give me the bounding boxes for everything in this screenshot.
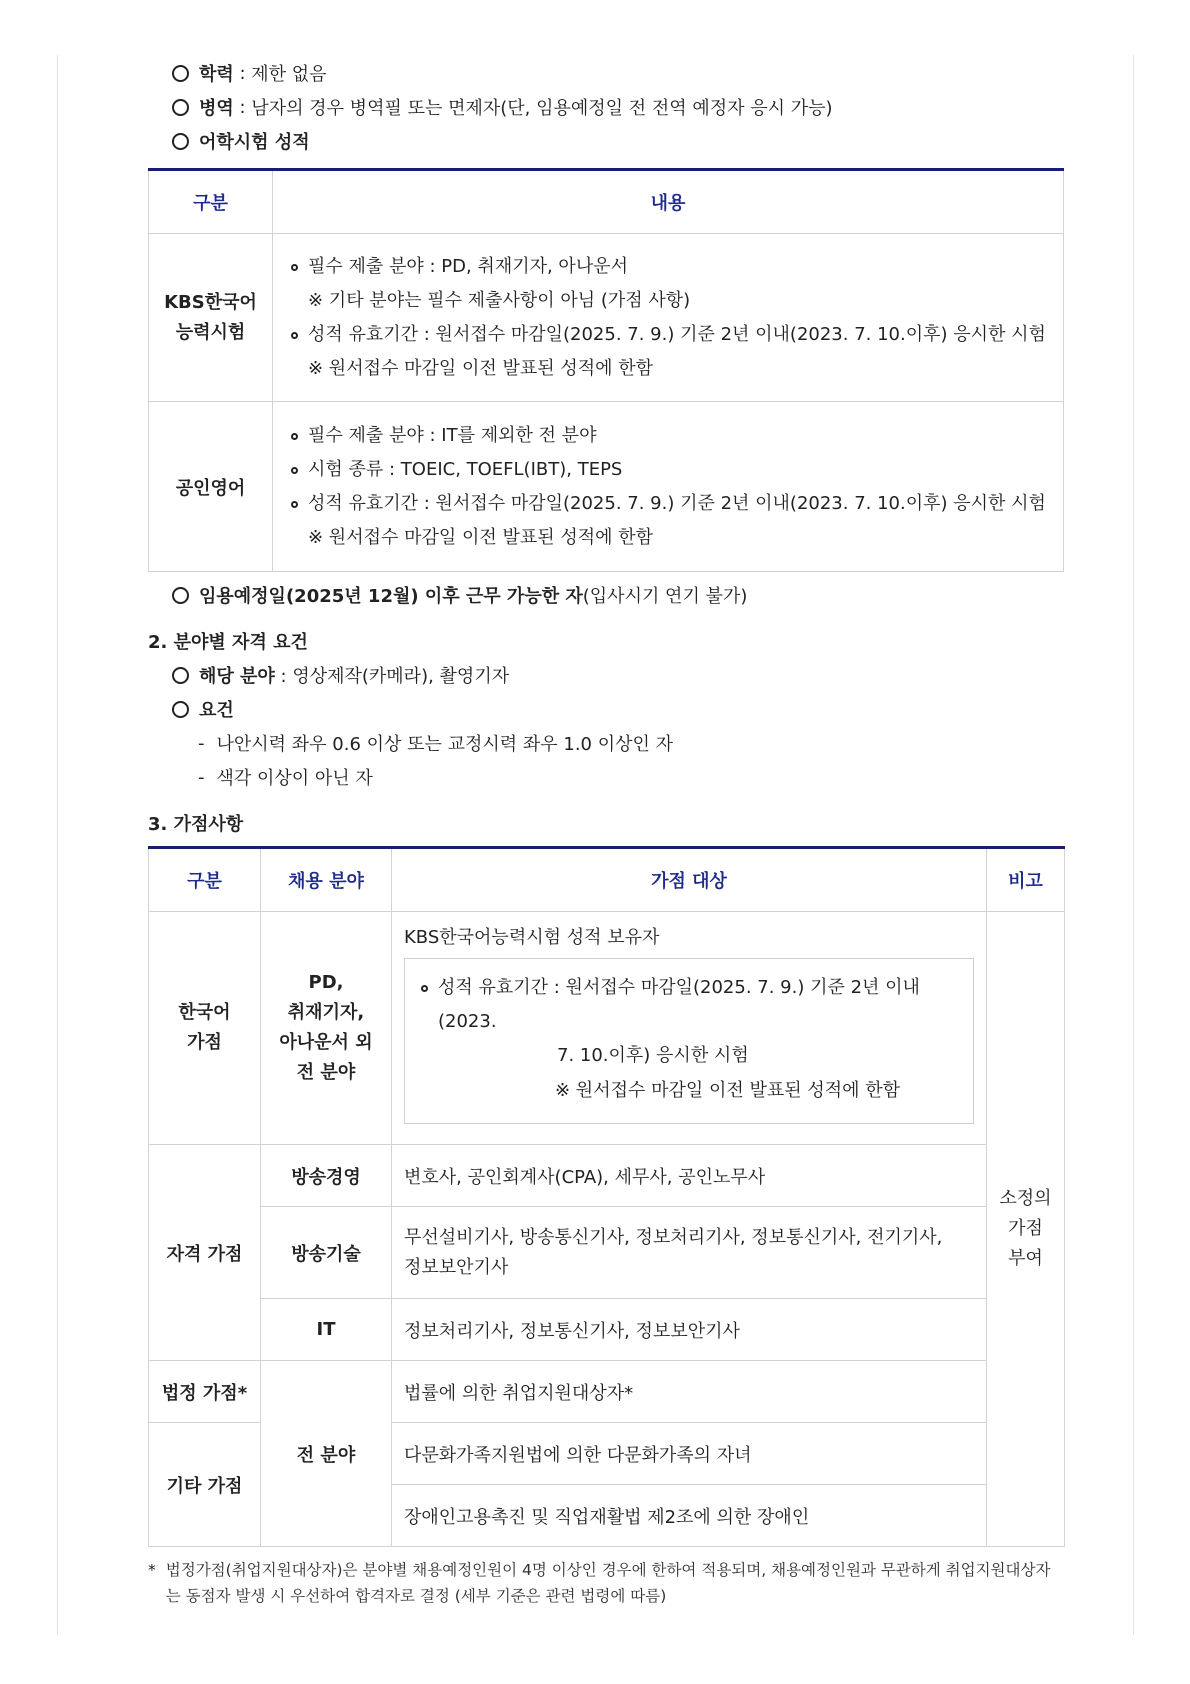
small-circle-bullet-icon bbox=[291, 501, 298, 508]
qualification-field: 방송경영 bbox=[261, 1145, 392, 1207]
header-target: 가점 대상 bbox=[392, 848, 987, 912]
english-note: ※ 원서접수 마감일 이전 발표된 성적에 한함 bbox=[308, 526, 654, 548]
footnote: * 법정가점(취업지원대상자)은 분야별 채용예정인원이 4명 이상인 경우에 한하여 적용되며, 채용예정인원과 무관하게 취업지원대상자는 동점자 발생 시 우선하여 합격자로 결정 (세부 기준은 관련 법령에 따름) bbox=[148, 1561, 1051, 1605]
intro-item-education: 학력 : 제한 없음 bbox=[148, 56, 1064, 90]
korean-bonus-category: 한국어 가점 bbox=[149, 912, 261, 1145]
small-circle-bullet-icon bbox=[291, 264, 298, 271]
list-item: 성적 유효기간 : 원서접수 마감일(2025. 7. 9.) 기준 2년 이내(2023. 7. 10.이후) 응시한 시험 bbox=[291, 487, 1049, 521]
circle-bullet-icon bbox=[172, 667, 189, 684]
table-row bbox=[149, 1299, 1065, 1361]
qualification-bonus-category: 자격 가점 bbox=[149, 1145, 261, 1361]
qualification-target: 무선설비기사, 방송통신기사, 정보처리기사, 정보통신기사, 전기기사, 정보보안기사 bbox=[392, 1207, 987, 1299]
english-test-name: 공인영어 bbox=[149, 402, 273, 572]
qualification-field: 방송기술 bbox=[261, 1207, 392, 1299]
section-2-field: 해당 분야 : 영상제작(카메라), 촬영기자 bbox=[148, 658, 1064, 692]
header-note: 비고 bbox=[987, 848, 1065, 912]
requirement-item-1: - 나안시력 좌우 0.6 이상 또는 교정시력 좌우 1.0 이상인 자 bbox=[198, 732, 674, 755]
table-row-english bbox=[149, 402, 1064, 572]
header-field: 채용 분야 bbox=[261, 848, 392, 912]
circle-bullet-icon bbox=[172, 65, 189, 82]
language-score-table bbox=[148, 168, 1064, 572]
list-item: 성적 유효기간 : 원서접수 마감일(2025. 7. 9.) 기준 2년 이내(2023. bbox=[421, 971, 957, 1039]
table-row bbox=[149, 1145, 1065, 1207]
qualification-target: 정보처리기사, 정보통신기사, 정보보안기사 bbox=[392, 1299, 987, 1361]
list-item: 시험 종류 : TOEIC, TOEFL(IBT), TEPS bbox=[291, 453, 1049, 487]
section-2-title: 2. 분야별 자격 요건 bbox=[148, 632, 308, 653]
table-row-kbs bbox=[149, 234, 1064, 402]
table-row bbox=[149, 1361, 1065, 1423]
small-circle-bullet-icon bbox=[291, 467, 298, 474]
table-header-row bbox=[149, 170, 1064, 234]
requirement-item-2: - 색각 이상이 아닌 자 bbox=[198, 766, 373, 789]
table-header-row bbox=[149, 848, 1065, 912]
table-row-korean bbox=[149, 912, 1065, 1145]
all-fields: 전 분야 bbox=[261, 1361, 392, 1547]
document-page bbox=[148, 56, 1064, 1609]
intro-item-language: 어학시험 성적 bbox=[148, 124, 1064, 158]
circle-bullet-icon bbox=[172, 701, 189, 718]
header-content: 내용 bbox=[273, 170, 1064, 234]
section-3-title: 3. 가점사항 bbox=[148, 814, 244, 835]
kbs-note-1: ※ 기타 분야는 필수 제출사항이 아님 (가점 사항) bbox=[308, 289, 691, 311]
legal-bonus-target: 법률에 의한 취업지원대상자* bbox=[392, 1361, 987, 1423]
list-item: 성적 유효기간 : 원서접수 마감일(2025. 7. 9.) 기준 2년 이내(2023. 7. 10.이후) 응시한 시험 bbox=[291, 318, 1049, 352]
korean-bonus-target: KBS한국어능력시험 성적 보유자 성적 유효기간 : 원서접수 마감일(2025. 7. 9.) 기준 2년 이내(2023. 7. 10.이후) 응시한 시험 ※ 원서접수 마감일 이전 발표된 성적에 한함 bbox=[392, 912, 987, 1145]
kbs-note-2: ※ 원서접수 마감일 이전 발표된 성적에 한함 bbox=[308, 357, 654, 379]
bonus-points-table bbox=[148, 846, 1065, 1547]
circle-bullet-icon bbox=[172, 99, 189, 116]
left-margin-line bbox=[57, 55, 58, 1635]
header-category: 구분 bbox=[149, 848, 261, 912]
legal-bonus-category: 법정 가점* bbox=[149, 1361, 261, 1423]
other-bonus-target: 장애인고용촉진 및 직업재활법 제2조에 의한 장애인 bbox=[392, 1485, 987, 1547]
table-row bbox=[149, 1207, 1065, 1299]
circle-bullet-icon bbox=[172, 587, 189, 604]
english-test-content bbox=[273, 402, 1064, 572]
qualification-target: 변호사, 공인회계사(CPA), 세무사, 공인노무사 bbox=[392, 1145, 987, 1207]
section-2-requirements: 요건 bbox=[148, 692, 1064, 726]
other-bonus-target: 다문화가족지원법에 의한 다문화가족의 자녀 bbox=[392, 1423, 987, 1485]
start-date-item: 임용예정일(2025년 12월) 이후 근무 가능한 자 (입사시기 연기 불가) bbox=[148, 578, 1064, 612]
bonus-note: 소정의 가점 부여 bbox=[987, 912, 1065, 1547]
small-circle-bullet-icon bbox=[291, 433, 298, 440]
korean-bonus-detail-box: 성적 유효기간 : 원서접수 마감일(2025. 7. 9.) 기준 2년 이내(2023. 7. 10.이후) 응시한 시험 ※ 원서접수 마감일 이전 발표된 성적에 한함 bbox=[404, 958, 974, 1124]
korean-bonus-field: PD, 취재기자, 아나운서 외 전 분야 bbox=[261, 912, 392, 1145]
right-margin-line bbox=[1133, 55, 1134, 1635]
header-category: 구분 bbox=[149, 170, 273, 234]
qualification-field: IT bbox=[261, 1299, 392, 1361]
small-circle-bullet-icon bbox=[421, 985, 428, 992]
list-item: 필수 제출 분야 : IT를 제외한 전 분야 bbox=[291, 419, 1049, 453]
kbs-test-content bbox=[273, 234, 1064, 402]
list-item: 필수 제출 분야 : PD, 취재기자, 아나운서 bbox=[291, 250, 1049, 284]
intro-item-military: 병역 : 남자의 경우 병역필 또는 면제자(단, 임용예정일 전 전역 예정자 응시 가능) bbox=[148, 90, 1064, 124]
circle-bullet-icon bbox=[172, 133, 189, 150]
kbs-test-name: KBS한국어 능력시험 bbox=[149, 234, 273, 402]
other-bonus-category: 기타 가점 bbox=[149, 1423, 261, 1547]
small-circle-bullet-icon bbox=[291, 332, 298, 339]
